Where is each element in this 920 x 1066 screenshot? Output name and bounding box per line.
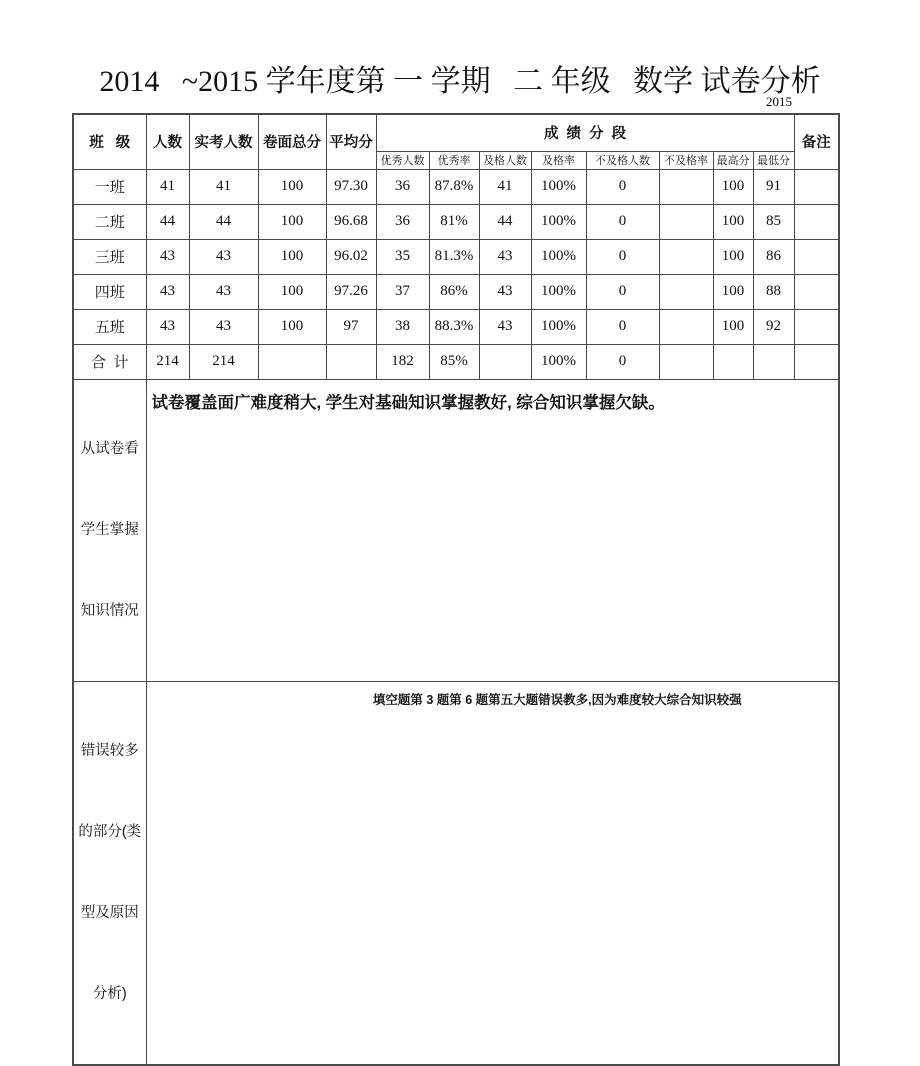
subheader-pass-count: 及格人数 [479,151,531,169]
row-label-cell: 五班 [73,309,146,344]
data-cell: 41 [189,169,258,204]
subheader-pass-rate: 及格率 [531,151,586,169]
data-cell: 0 [586,204,659,239]
data-cell: 97.26 [326,274,376,309]
section-label-line: 错误较多 [80,742,139,759]
row-label-cell: 合 计 [73,344,146,379]
header-row-main [73,114,839,151]
data-cell: 100 [258,169,326,204]
knowledge-mastery-content: 试卷覆盖面广难度稍大, 学生对基础知识掌握教好, 综合知识掌握欠缺。 [146,379,839,681]
data-cell [794,309,839,344]
table-row [73,344,839,379]
data-cell: 100 [713,274,753,309]
section-label-line: 型及原因 [80,904,139,921]
error-analysis-label [73,681,146,1065]
data-cell: 81% [429,204,479,239]
error-analysis-content: 填空题第 3 题第 6 题第五大题错误教多,因为难度较大综合知识较强 [146,681,839,1065]
data-cell [794,169,839,204]
data-cell [659,344,713,379]
data-cell: 43 [189,274,258,309]
data-cell: 100 [713,309,753,344]
data-cell [753,344,794,379]
data-cell: 100 [258,309,326,344]
data-cell: 86% [429,274,479,309]
table-row [73,274,839,309]
subheader-fail-rate: 不及格率 [659,151,713,169]
data-cell [659,309,713,344]
data-cell [713,344,753,379]
data-cell: 43 [479,239,531,274]
data-cell: 100 [258,204,326,239]
subheader-excellent-rate: 优秀率 [429,151,479,169]
data-cell: 0 [586,169,659,204]
table-row [73,309,839,344]
data-cell [326,344,376,379]
data-cell: 43 [479,309,531,344]
data-cell: 0 [586,309,659,344]
data-cell: 86 [753,239,794,274]
section-label-line: 分析) [92,985,127,1002]
section-label-line: 的部分(类 [78,823,142,840]
data-cell: 100% [531,204,586,239]
row-label-cell: 三班 [73,239,146,274]
table-row [73,204,839,239]
data-cell: 43 [479,274,531,309]
data-cell: 100 [713,239,753,274]
data-cell: 43 [146,309,189,344]
data-cell: 44 [189,204,258,239]
data-cell: 35 [376,239,429,274]
data-cell: 100% [531,169,586,204]
row-label-cell: 二班 [73,204,146,239]
data-cell: 100% [531,239,586,274]
data-cell: 100% [531,274,586,309]
data-cell: 214 [146,344,189,379]
data-cell: 88 [753,274,794,309]
data-cell: 36 [376,204,429,239]
subheader-highest-score: 最高分 [713,151,753,169]
data-cell: 41 [146,169,189,204]
page-title: 2014 ~2015 学年度第 一 学期 二 年级 数学 试卷分析 [99,65,821,98]
error-analysis-row [73,681,839,1065]
data-cell: 97.30 [326,169,376,204]
data-cell [794,344,839,379]
data-cell [659,274,713,309]
table-row [73,169,839,204]
year-note: 2015 [766,94,792,109]
header-average: 平均分 [326,114,376,169]
data-cell: 100 [258,274,326,309]
data-cell [659,204,713,239]
data-cell: 100% [531,344,586,379]
section-label-line: 学生掌握 [80,521,139,538]
knowledge-mastery-label [73,379,146,681]
subheader-excellent-count: 优秀人数 [376,151,429,169]
data-cell: 96.68 [326,204,376,239]
subheader-fail-count: 不及格人数 [586,151,659,169]
data-cell: 91 [753,169,794,204]
data-cell: 100% [531,309,586,344]
row-label-cell: 四班 [73,274,146,309]
data-cell: 43 [146,239,189,274]
data-cell: 0 [586,239,659,274]
header-class: 班 级 [73,114,146,169]
header-actual-count: 实考人数 [189,114,258,169]
data-cell: 81.3% [429,239,479,274]
data-cell: 100 [713,204,753,239]
data-cell [479,344,531,379]
data-cell: 36 [376,169,429,204]
data-cell: 100 [258,239,326,274]
data-cell [258,344,326,379]
data-cell: 85 [753,204,794,239]
subheader-lowest-score: 最低分 [753,151,794,169]
data-cell: 97 [326,309,376,344]
data-cell: 37 [376,274,429,309]
data-cell: 85% [429,344,479,379]
header-score-segment: 成 绩 分 段 [376,114,794,151]
score-analysis-table [72,113,840,1066]
data-cell: 92 [753,309,794,344]
data-cell: 182 [376,344,429,379]
data-cell: 44 [146,204,189,239]
data-cell: 87.8% [429,169,479,204]
knowledge-mastery-row [73,379,839,681]
header-remark: 备注 [794,114,839,169]
data-cell: 0 [586,274,659,309]
data-cell [794,239,839,274]
data-cell: 96.02 [326,239,376,274]
table-row [73,239,839,274]
data-cell: 43 [189,239,258,274]
section-label-line: 知识情况 [80,602,139,619]
header-count: 人数 [146,114,189,169]
data-cell [794,204,839,239]
data-cell [794,274,839,309]
data-cell: 100 [713,169,753,204]
data-cell: 43 [146,274,189,309]
data-cell [659,169,713,204]
data-cell: 43 [189,309,258,344]
data-cell: 88.3% [429,309,479,344]
data-cell [659,239,713,274]
data-cell: 38 [376,309,429,344]
data-cell: 44 [479,204,531,239]
section-label-line: 从试卷看 [80,440,139,457]
row-label-cell: 一班 [73,169,146,204]
header-paper-total: 卷面总分 [258,114,326,169]
data-cell: 0 [586,344,659,379]
data-cell: 214 [189,344,258,379]
data-cell: 41 [479,169,531,204]
